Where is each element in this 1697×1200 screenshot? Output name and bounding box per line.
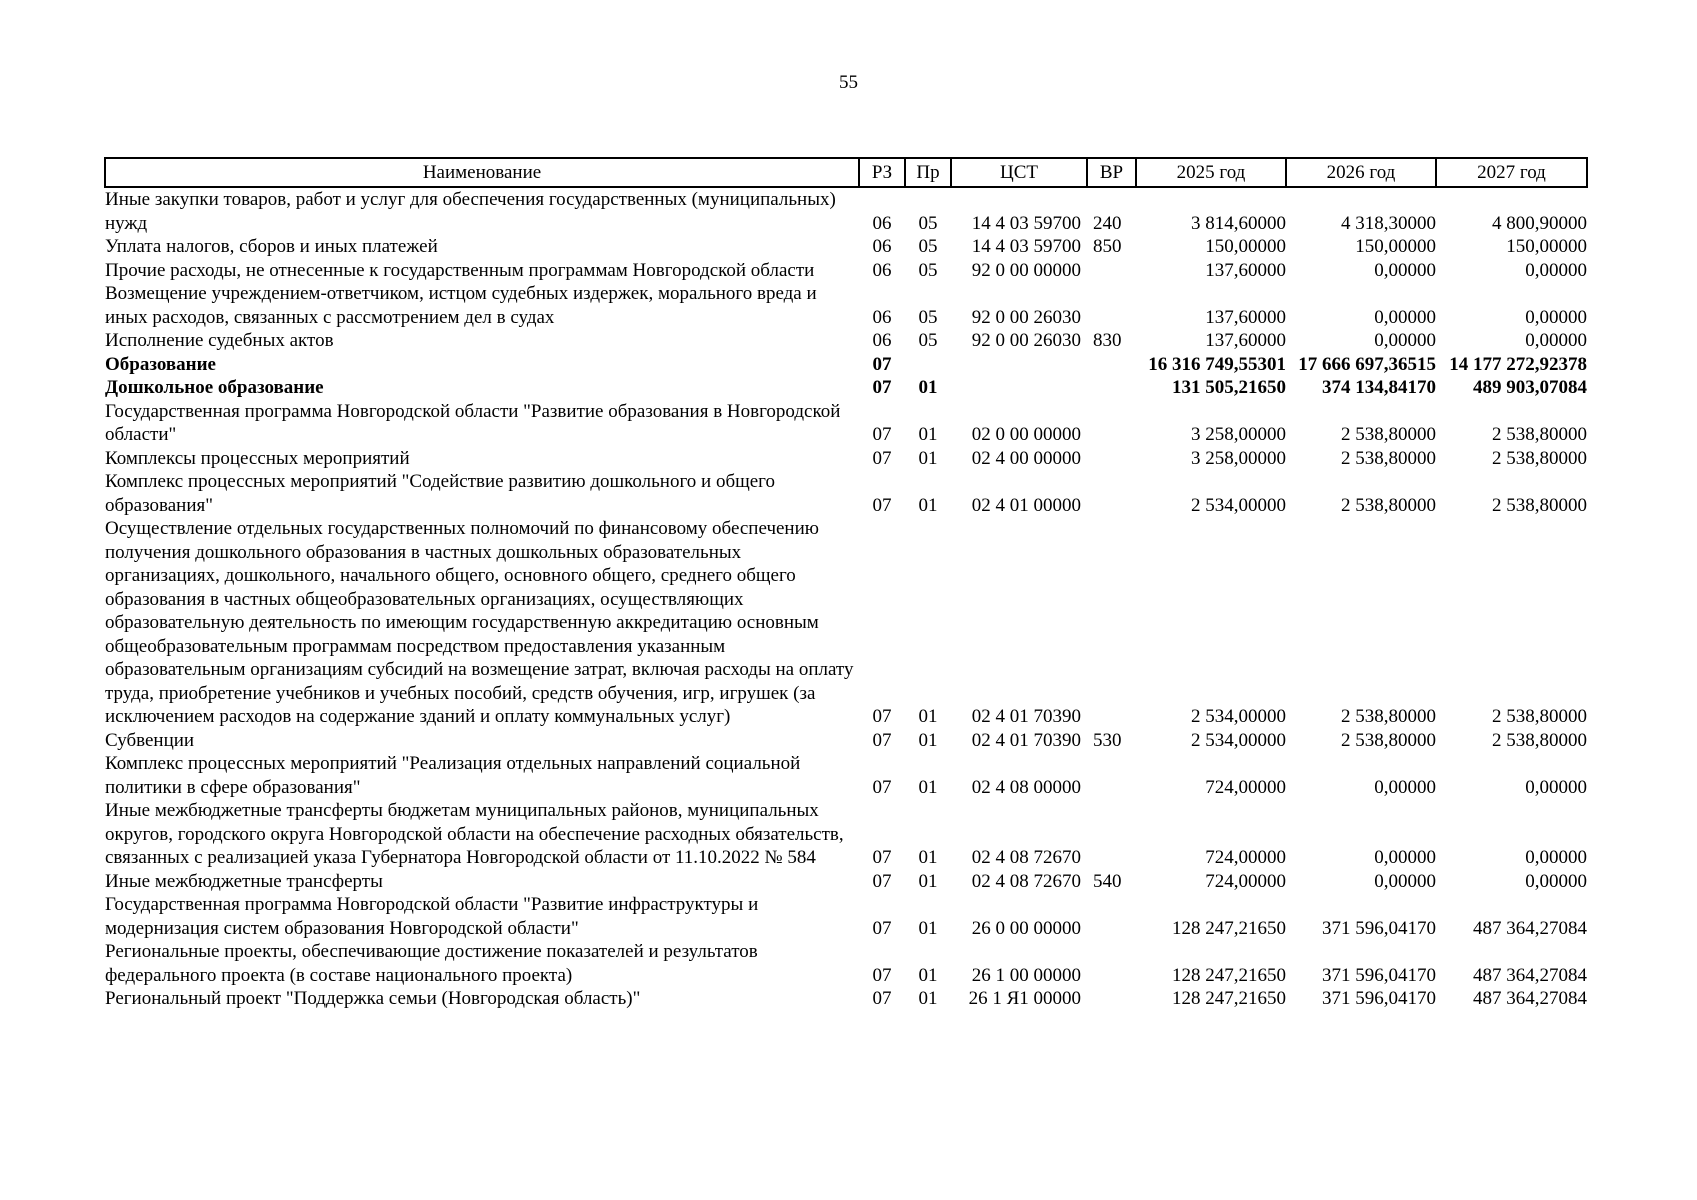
cell-rz: 06 — [872, 236, 892, 257]
cell-2026: 2 538,80000 — [1341, 706, 1436, 727]
cell-2026: 0,00000 — [1374, 847, 1436, 868]
cell-vr — [1087, 799, 1136, 870]
table-row — [105, 187, 1587, 235]
table-row — [105, 353, 1587, 377]
cell-vr: 240 — [1093, 212, 1122, 234]
cell-2027: 2 538,80000 — [1492, 729, 1587, 751]
col-header-vr: ВР — [1087, 158, 1136, 187]
cell-2026: 374 134,84170 — [1322, 377, 1436, 398]
cell-2025: 3 258,00000 — [1191, 424, 1286, 445]
cell-2026: 2 538,80000 — [1341, 447, 1436, 469]
table-row — [105, 235, 1587, 259]
col-header-2027: 2027 год — [1436, 158, 1587, 187]
table-row — [105, 329, 1587, 353]
cell-vr — [1087, 752, 1136, 799]
cell-pr: 01 — [918, 917, 938, 939]
cell-2027: 0,00000 — [1525, 847, 1587, 868]
cell-pr: 01 — [918, 776, 938, 798]
cell-2027: 0,00000 — [1525, 870, 1587, 892]
cell-2026: 2 538,80000 — [1341, 729, 1436, 751]
cell-2027: 2 538,80000 — [1492, 447, 1587, 469]
cell-2026: 0,00000 — [1374, 259, 1436, 281]
cell-2026: 0,00000 — [1374, 330, 1436, 351]
cell-cst: 92 0 00 26030 — [971, 330, 1081, 351]
col-header-rz: РЗ — [859, 158, 905, 187]
cell-rz: 07 — [872, 729, 892, 751]
cell-pr: 05 — [918, 212, 938, 234]
budget-table — [104, 157, 1588, 1011]
cell-2025: 2 534,00000 — [1191, 494, 1286, 516]
table-row — [105, 940, 1587, 987]
cell-name: Уплата налогов, сборов и иных платежей — [105, 236, 438, 257]
cell-name: Иные межбюджетные трансферты — [105, 870, 383, 892]
cell-2026: 2 538,80000 — [1341, 424, 1436, 445]
cell-2027: 4 800,90000 — [1492, 212, 1587, 234]
cell-rz: 07 — [872, 353, 892, 375]
cell-2025: 3 814,60000 — [1191, 212, 1286, 234]
col-header-cst: ЦСТ — [951, 158, 1087, 187]
cell-vr — [1087, 282, 1136, 329]
table-row — [105, 376, 1587, 400]
cell-2025: 724,00000 — [1205, 847, 1286, 868]
cell-2026: 17 666 697,36515 — [1298, 353, 1436, 375]
table-row — [105, 870, 1587, 894]
cell-name: Региональные проекты, обеспечивающие достижение показателей и результатов федерального проекта (в составе национального проекта) — [105, 941, 758, 986]
cell-vr — [1087, 259, 1136, 283]
cell-pr: 01 — [918, 964, 938, 986]
cell-2026: 0,00000 — [1374, 306, 1436, 328]
cell-2027: 0,00000 — [1525, 776, 1587, 798]
cell-pr: 01 — [918, 447, 938, 469]
cell-rz: 07 — [872, 447, 892, 469]
cell-vr — [1087, 470, 1136, 517]
cell-cst: 26 1 00 00000 — [971, 964, 1081, 986]
cell-name: Образование — [105, 353, 216, 375]
table-row — [105, 259, 1587, 283]
cell-rz: 07 — [872, 706, 892, 727]
col-header-pr: Пр — [905, 158, 951, 187]
cell-cst: 02 0 00 00000 — [971, 424, 1081, 445]
table-row — [105, 729, 1587, 753]
cell-cst: 92 0 00 00000 — [971, 259, 1081, 281]
table-body — [105, 187, 1587, 1011]
table-row — [105, 893, 1587, 940]
cell-name: Региональный проект "Поддержка семьи (Новгородская область)" — [105, 988, 641, 1009]
cell-name: Комплекс процессных мероприятий "Реализация отдельных направлений социальной политики в сфере образования" — [105, 753, 801, 798]
table-row — [105, 282, 1587, 329]
cell-cst: 02 4 01 70390 — [971, 706, 1081, 727]
cell-cst: 14 4 03 59700 — [971, 236, 1081, 257]
cell-name: Возмещение учреждением-ответчиком, истцом судебных издержек, морального вреда и иных расходов, связанных с рассмотрением дел в судах — [105, 283, 817, 328]
cell-cst: 02 4 08 72670 — [971, 870, 1081, 892]
cell-rz: 07 — [872, 776, 892, 798]
cell-2026: 2 538,80000 — [1341, 494, 1436, 516]
cell-rz: 07 — [872, 377, 892, 398]
cell-pr: 01 — [918, 494, 938, 516]
cell-2025: 3 258,00000 — [1191, 447, 1286, 469]
cell-2025: 128 247,21650 — [1172, 964, 1286, 986]
cell-pr: 01 — [918, 988, 938, 1009]
cell-rz: 07 — [872, 424, 892, 445]
cell-pr: 01 — [918, 870, 938, 892]
cell-2025: 128 247,21650 — [1172, 988, 1286, 1009]
cell-2027: 2 538,80000 — [1492, 706, 1587, 727]
cell-2027: 489 903,07084 — [1473, 377, 1587, 398]
cell-rz: 06 — [872, 330, 892, 351]
cell-2026: 4 318,30000 — [1341, 212, 1436, 234]
cell-name: Комплекс процессных мероприятий "Содействие развитию дошкольного и общего образования" — [105, 471, 775, 516]
cell-2025: 128 247,21650 — [1172, 917, 1286, 939]
cell-2025: 724,00000 — [1205, 870, 1286, 892]
cell-vr — [1087, 893, 1136, 940]
cell-2027: 0,00000 — [1525, 330, 1587, 351]
cell-2025: 137,60000 — [1205, 330, 1286, 351]
table-row — [105, 517, 1587, 729]
cell-rz: 07 — [872, 988, 892, 1009]
cell-rz: 06 — [872, 212, 892, 234]
cell-vr — [1087, 400, 1136, 447]
cell-rz: 07 — [872, 494, 892, 516]
cell-2025: 137,60000 — [1205, 259, 1286, 281]
cell-cst: 14 4 03 59700 — [971, 212, 1081, 234]
cell-name: Осуществление отдельных государственных полномочий по финансовому обеспечению получения дошкольного образования в частных дошкольных образовательных организациях, дошкольного, начального общего, основного общего, среднего общего образования в частных общеобразовательных организациях, осуществляющих образовательную деятельность по имеющим государственную аккредитацию основным общеобразовательным программам посредством предоставления указанным образовательным организациям субсидий на возмещение затрат, включая расходы на оплату труда, приобретение учебников и учебных пособий, средств обучения, игр, игрушек (за исключением расходов на содержание зданий и оплату коммунальных услуг) — [105, 518, 854, 727]
cell-vr — [1087, 987, 1136, 1011]
col-header-2026: 2026 год — [1286, 158, 1436, 187]
cell-name: Дошкольное образование — [105, 377, 324, 398]
cell-cst: 26 1 Я1 00000 — [968, 988, 1081, 1009]
cell-cst: 02 4 08 72670 — [971, 847, 1081, 868]
cell-rz: 07 — [872, 964, 892, 986]
cell-2027: 0,00000 — [1525, 259, 1587, 281]
cell-vr: 850 — [1093, 236, 1122, 257]
cell-rz: 06 — [872, 306, 892, 328]
table-row — [105, 752, 1587, 799]
cell-2025: 2 534,00000 — [1191, 729, 1286, 751]
cell-vr — [1087, 353, 1136, 377]
cell-name: Иные межбюджетные трансферты бюджетам муниципальных районов, муниципальных округов, городского округа Новгородской области на обеспечение расходных обязательств, связанных с реализацией указа Губернатора Новгородской области от 11.10.2022 № 584 — [105, 800, 844, 868]
cell-vr: 540 — [1093, 870, 1122, 892]
cell-pr: 01 — [918, 729, 938, 751]
table-row — [105, 987, 1587, 1011]
cell-name: Комплексы процессных мероприятий — [105, 447, 410, 469]
cell-2026: 371 596,04170 — [1322, 917, 1436, 939]
cell-cst: 02 4 01 70390 — [971, 729, 1081, 751]
table-header — [105, 158, 1587, 187]
cell-2027: 487 364,27084 — [1473, 988, 1587, 1009]
cell-name: Субвенции — [105, 729, 195, 751]
cell-vr: 830 — [1093, 330, 1122, 351]
cell-pr: 01 — [918, 424, 938, 445]
cell-pr: 01 — [918, 377, 938, 398]
cell-pr: 01 — [918, 847, 938, 868]
cell-2027: 2 538,80000 — [1492, 424, 1587, 445]
cell-pr: 05 — [918, 306, 938, 328]
cell-2025: 150,00000 — [1205, 236, 1286, 257]
col-header-2025: 2025 год — [1136, 158, 1286, 187]
cell-2025: 724,00000 — [1205, 776, 1286, 798]
cell-rz: 07 — [872, 870, 892, 892]
cell-pr: 05 — [918, 236, 938, 257]
cell-vr — [1087, 376, 1136, 400]
cell-rz: 06 — [872, 259, 892, 281]
table-row — [105, 799, 1587, 870]
cell-vr — [1087, 447, 1136, 471]
cell-2025: 2 534,00000 — [1191, 706, 1286, 727]
cell-2027: 150,00000 — [1506, 236, 1587, 257]
cell-name: Государственная программа Новгородской области "Развитие образования в Новгородской области" — [105, 400, 841, 445]
cell-2027: 14 177 272,92378 — [1449, 353, 1587, 375]
cell-name: Исполнение судебных актов — [105, 330, 334, 351]
cell-2026: 150,00000 — [1355, 236, 1436, 257]
table-row — [105, 470, 1587, 517]
cell-pr: 05 — [918, 330, 938, 351]
cell-2026: 0,00000 — [1374, 776, 1436, 798]
page-number: 55 — [839, 72, 858, 93]
cell-2027: 0,00000 — [1525, 306, 1587, 328]
cell-vr — [1087, 940, 1136, 987]
cell-cst: 02 4 00 00000 — [971, 447, 1081, 469]
cell-cst: 02 4 01 00000 — [971, 494, 1081, 516]
cell-2027: 2 538,80000 — [1492, 494, 1587, 516]
cell-cst: 02 4 08 00000 — [971, 776, 1081, 798]
cell-vr: 530 — [1093, 729, 1122, 751]
cell-cst: 26 0 00 00000 — [971, 917, 1081, 939]
cell-2025: 16 316 749,55301 — [1148, 353, 1286, 375]
cell-2025: 131 505,21650 — [1172, 377, 1286, 398]
cell-rz: 07 — [872, 917, 892, 939]
cell-cst — [951, 376, 1087, 400]
cell-2027: 487 364,27084 — [1473, 964, 1587, 986]
cell-2026: 371 596,04170 — [1322, 988, 1436, 1009]
cell-2026: 371 596,04170 — [1322, 964, 1436, 986]
cell-name: Государственная программа Новгородской области "Развитие инфраструктуры и модернизация систем образования Новгородской области" — [105, 894, 759, 939]
cell-pr: 05 — [918, 259, 938, 281]
cell-name: Прочие расходы, не отнесенные к государственным программам Новгородской области — [105, 259, 815, 281]
cell-2025: 137,60000 — [1205, 306, 1286, 328]
cell-cst — [951, 353, 1087, 377]
cell-pr: 01 — [918, 706, 938, 727]
cell-vr — [1087, 517, 1136, 729]
table-row — [105, 447, 1587, 471]
col-header-name: Наименование — [105, 158, 859, 187]
cell-pr — [905, 353, 951, 377]
cell-rz: 07 — [872, 847, 892, 868]
cell-name: Иные закупки товаров, работ и услуг для обеспечения государственных (муниципальных) нужд — [105, 189, 836, 234]
table-row — [105, 400, 1587, 447]
cell-2027: 487 364,27084 — [1473, 917, 1587, 939]
cell-2026: 0,00000 — [1374, 870, 1436, 892]
cell-cst: 92 0 00 26030 — [971, 306, 1081, 328]
